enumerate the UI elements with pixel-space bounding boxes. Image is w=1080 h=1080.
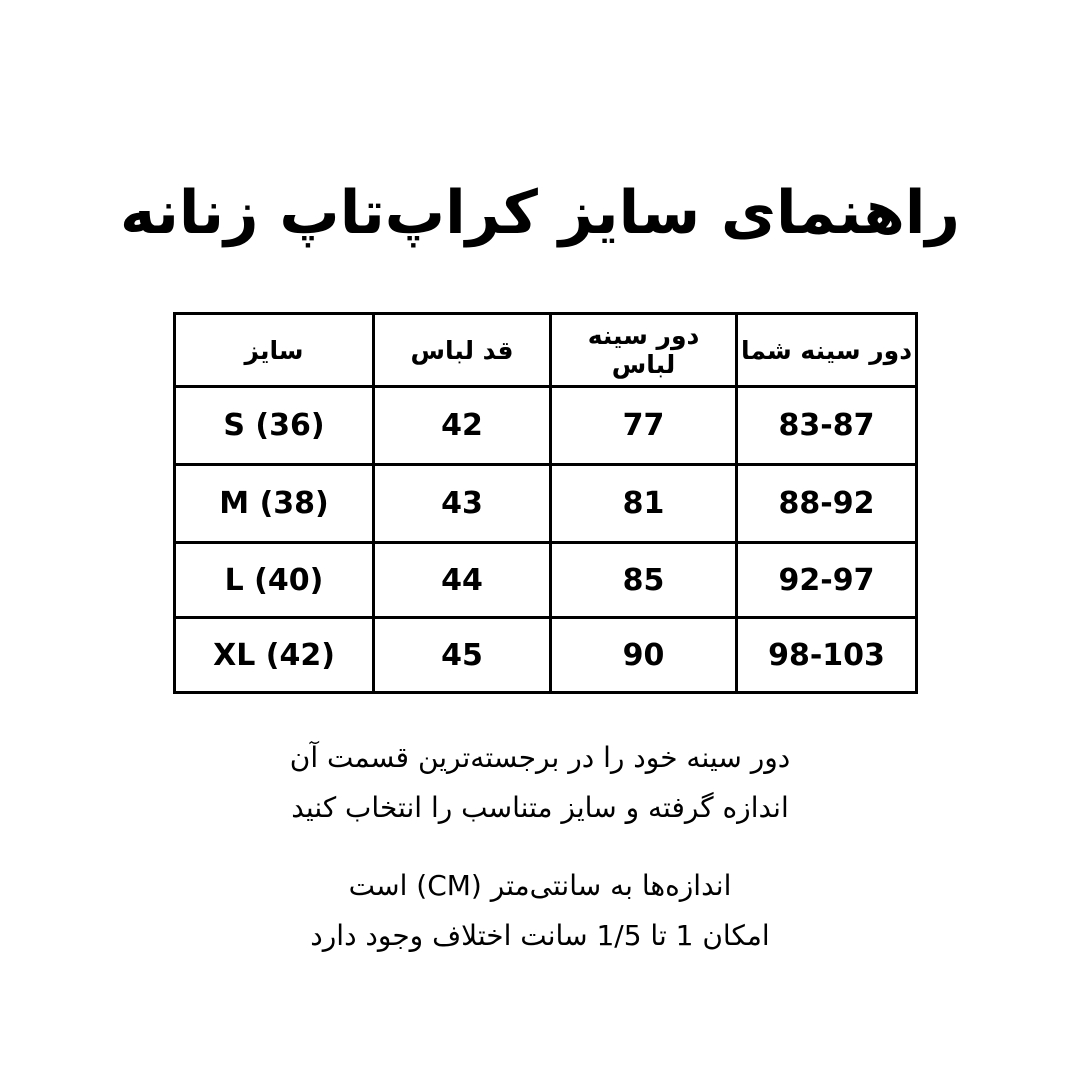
cell-your-chest: 83-87 <box>737 387 917 465</box>
cell-size: L (40) <box>175 543 374 618</box>
cell-size: M (38) <box>175 465 374 543</box>
cell-garment-chest: 81 <box>551 465 737 543</box>
header-garment-length: قد لباس <box>374 314 551 387</box>
cell-garment-chest: 85 <box>551 543 737 618</box>
cell-size: XL (42) <box>175 618 374 693</box>
table-row <box>175 465 917 543</box>
cell-garment-length: 42 <box>374 387 551 465</box>
header-your-chest: دور سینه شما <box>737 314 917 387</box>
header-garment-chest: دور سینه لباس <box>551 314 737 387</box>
cell-garment-chest: 90 <box>551 618 737 693</box>
page-title: راهنمای سایز کراپ‌تاپ زنانه <box>120 178 960 248</box>
table-header-row <box>175 314 917 387</box>
table-row <box>175 543 917 618</box>
measurement-instruction-line: اندازه گرفته و سایز متناسب را انتخاب کنید <box>291 791 789 824</box>
header-size: سایز <box>175 314 374 387</box>
measurement-instructions <box>0 733 1080 833</box>
cell-garment-length: 43 <box>374 465 551 543</box>
cell-your-chest: 92-97 <box>737 543 917 618</box>
unit-note-line: اندازه‌ها به سانتی‌متر (CM) است <box>348 869 732 902</box>
table-row <box>175 387 917 465</box>
table-row <box>175 618 917 693</box>
cell-garment-chest: 77 <box>551 387 737 465</box>
tolerance-note-line: امکان 1 تا 1/5 سانت اختلاف وجود دارد <box>310 919 770 952</box>
unit-note <box>0 861 1080 961</box>
cell-size: S (36) <box>175 387 374 465</box>
size-table <box>173 312 918 694</box>
measurement-instruction-line: دور سینه خود را در برجسته‌ترین قسمت آن <box>289 741 791 774</box>
cell-your-chest: 98-103 <box>737 618 917 693</box>
cell-garment-length: 45 <box>374 618 551 693</box>
cell-your-chest: 88-92 <box>737 465 917 543</box>
cell-garment-length: 44 <box>374 543 551 618</box>
